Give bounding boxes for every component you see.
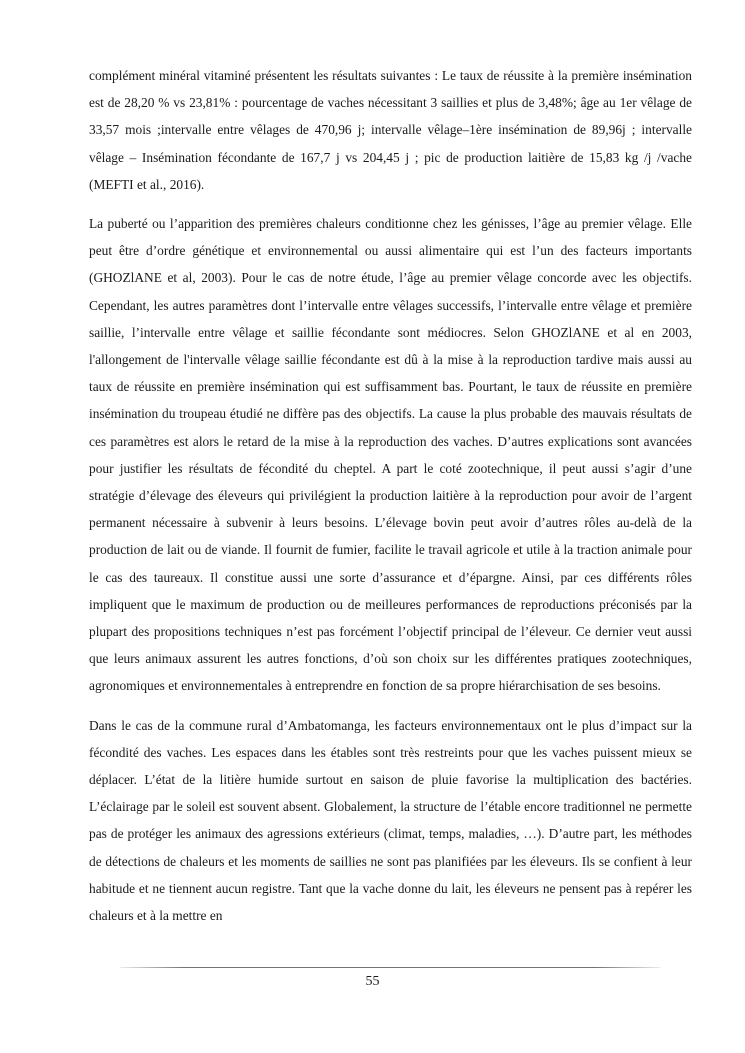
footer-divider xyxy=(120,967,660,968)
body-text xyxy=(89,62,692,941)
paragraph-1: complément minéral vitaminé présentent les résultats suivantes : Le taux de réussite à la première insémination est de 28,20 % vs 23,81% : pourcentage de vaches nécessitant 3 saillies et plus de 3,48%; âge au 1er vêlage de 33,57 mois ;intervalle entre vêlages de 470,96 j; intervalle vêlage–1ère insémination de 89,96j ; intervalle vêlage – Insémination fécondante de 167,7 j vs 204,45 j ; pic de production laitière de 15,83 kg /j /vache (MEFTI et al., 2016). xyxy=(89,68,692,192)
paragraph-3: Dans le cas de la commune rural d’Ambatomanga, les facteurs environnementaux ont le plus d’impact sur la fécondité des vaches. Les espaces dans les étables sont très restreints pour que les vaches puissent mieux se déplacer. L’état de la litière humide surtout en saison de pluie favorise la multiplication des bactéries. L’éclairage par le soleil est souvent absent. Globalement, la structure de l’étable encore traditionnel ne permette pas de protéger les animaux des agressions extérieurs (climat, temps, maladies, …). D’autre part, les méthodes de détections de chaleurs et les moments de saillies ne sont pas planifiées par les éleveurs. Ils se confient à leur habitude et ne tiennent aucun registre. Tant que la vache donne du lait, les éleveurs ne pensent pas à repérer les chaleurs et à la mettre en xyxy=(89,717,692,924)
paragraph-2: La puberté ou l’apparition des premières chaleurs conditionne chez les génisses, l’âge au premier vêlage. Elle peut être d’ordre génétique et environnemental ou aussi alimentaire qui est l’un des facteurs importants (GHOZlANE et al, 2003). Pour le cas de notre étude, l’âge au premier vêlage concorde avec les objectifs. Cependant, les autres paramètres dont l’intervalle entre vêlages successifs, l’intervalle entre vêlage et première saillie, l’intervalle entre vêlage et saillie fécondante sont médiocres. Selon GHOZlANE et al en 2003, l'allongement de l'intervalle vêlage saillie fécondante est dû à la mise à la reproduction tardive mais aussi au taux de réussite en première insémination qui est suffisamment bas. Pourtant, le taux de réussite en première insémination du troupeau étudié ne diffère pas des objectifs. La cause la plus probable des mauvais résultats de ces paramètres est alors le retard de la mise à la reproduction des vaches. D’autres explications sont avancées pour justifier les résultats de fécondité du cheptel. A part le coté zootechnique, il peut aussi s’agir d’une stratégie d’élevage des éleveurs qui privilégient la production laitière à la reproduction pour avoir de l’argent permanent nécessaire à subvenir à leurs besoins. L’élevage bovin peut avoir d’autres rôles au-delà de la production de lait ou de viande. Il fournit de fumier, facilite le travail agricole et utile à la traction animale pour le cas des taureaux. Il constitue aussi une sorte d’assurance et d’épargne. Ainsi, par ces différents rôles impliquent que le maximum de production ou de meilleures performances de reproductions préconisés par la plupart des propositions techniques n’est pas forcément l’objectif principal de l’éleveur. Ce dernier veut aussi que leurs animaux assurent les autres fonctions, d’où son choix sur les différentes pratiques zootechniques, agronomiques et environnementales à entreprendre en fonction de sa propre hiérarchisation de ses besoins. xyxy=(89,216,692,694)
page-number: 55 xyxy=(365,974,380,989)
